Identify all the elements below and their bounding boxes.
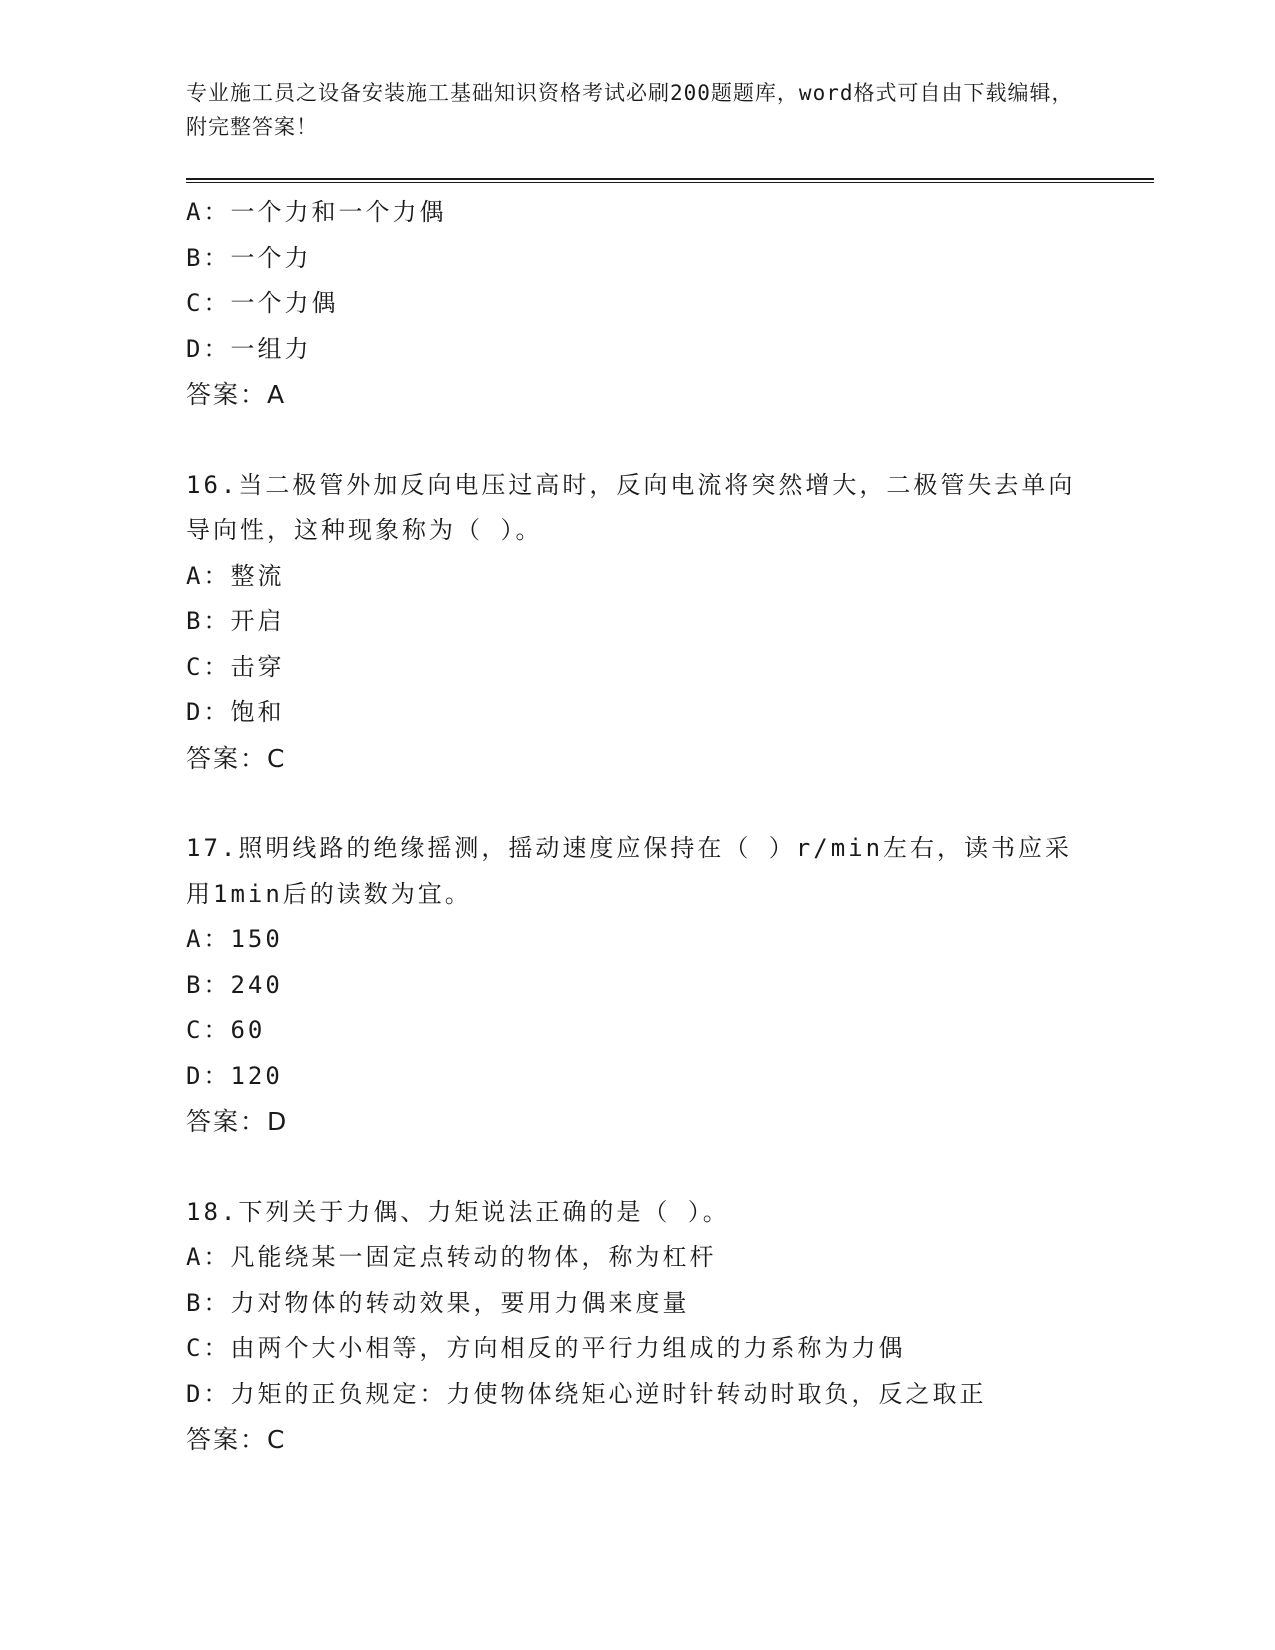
option-a: A：一个力和一个力偶 bbox=[186, 198, 447, 226]
option-c: C：由两个大小相等，方向相反的平行力组成的力系称为力偶 bbox=[186, 1334, 906, 1362]
question-15-continued bbox=[186, 190, 1146, 418]
option-c: C：一个力偶 bbox=[186, 289, 339, 317]
answer: 答案：D bbox=[186, 1107, 289, 1136]
option-a: A：整流 bbox=[186, 561, 285, 590]
spacer bbox=[186, 1145, 1146, 1190]
question-16 bbox=[186, 463, 1146, 782]
header-divider bbox=[186, 178, 1154, 183]
document-header: 专业施工员之设备安装施工基础知识资格考试必刷200题题库，word格式可自由下载编辑，附完整答案！ bbox=[186, 81, 1074, 139]
spacer bbox=[186, 781, 1146, 826]
question-text: 16.当二极管外加反向电压过高时，反向电流将突然增大，二极管失去单向导向性，这种现象称为（ ）。 bbox=[186, 470, 1076, 544]
option-b: B：一个力 bbox=[186, 243, 312, 272]
question-18 bbox=[186, 1190, 1146, 1463]
option-a: A：凡能绕某一固定点转动的物体，称为杠杆 bbox=[186, 1243, 717, 1271]
option-d: D：力矩的正负规定：力使物体绕矩心逆时针转动时取负，反之取正 bbox=[186, 1379, 987, 1408]
option-a: A：150 bbox=[186, 925, 283, 953]
document-body bbox=[186, 190, 1146, 1463]
option-d: D：饱和 bbox=[186, 698, 285, 726]
spacer bbox=[186, 418, 1146, 463]
option-b: B：力对物体的转动效果，要用力偶来度量 bbox=[186, 1288, 690, 1317]
answer: 答案：A bbox=[186, 380, 287, 409]
option-c: C：击穿 bbox=[186, 652, 285, 681]
question-text: 17.照明线路的绝缘摇测，摇动速度应保持在（ ）r/min左右，读书应采用1min后的读数为宜。 bbox=[186, 834, 1073, 908]
option-d: D：一组力 bbox=[186, 334, 312, 363]
question-text: 18.下列关于力偶、力矩说法正确的是（ ）。 bbox=[186, 1197, 730, 1226]
question-17 bbox=[186, 826, 1146, 1145]
option-d: D：120 bbox=[186, 1061, 283, 1090]
option-b: B：240 bbox=[186, 970, 283, 999]
answer: 答案：C bbox=[186, 1425, 287, 1454]
option-b: B：开启 bbox=[186, 607, 285, 635]
option-c: C：60 bbox=[186, 1016, 266, 1044]
answer: 答案：C bbox=[186, 743, 287, 773]
